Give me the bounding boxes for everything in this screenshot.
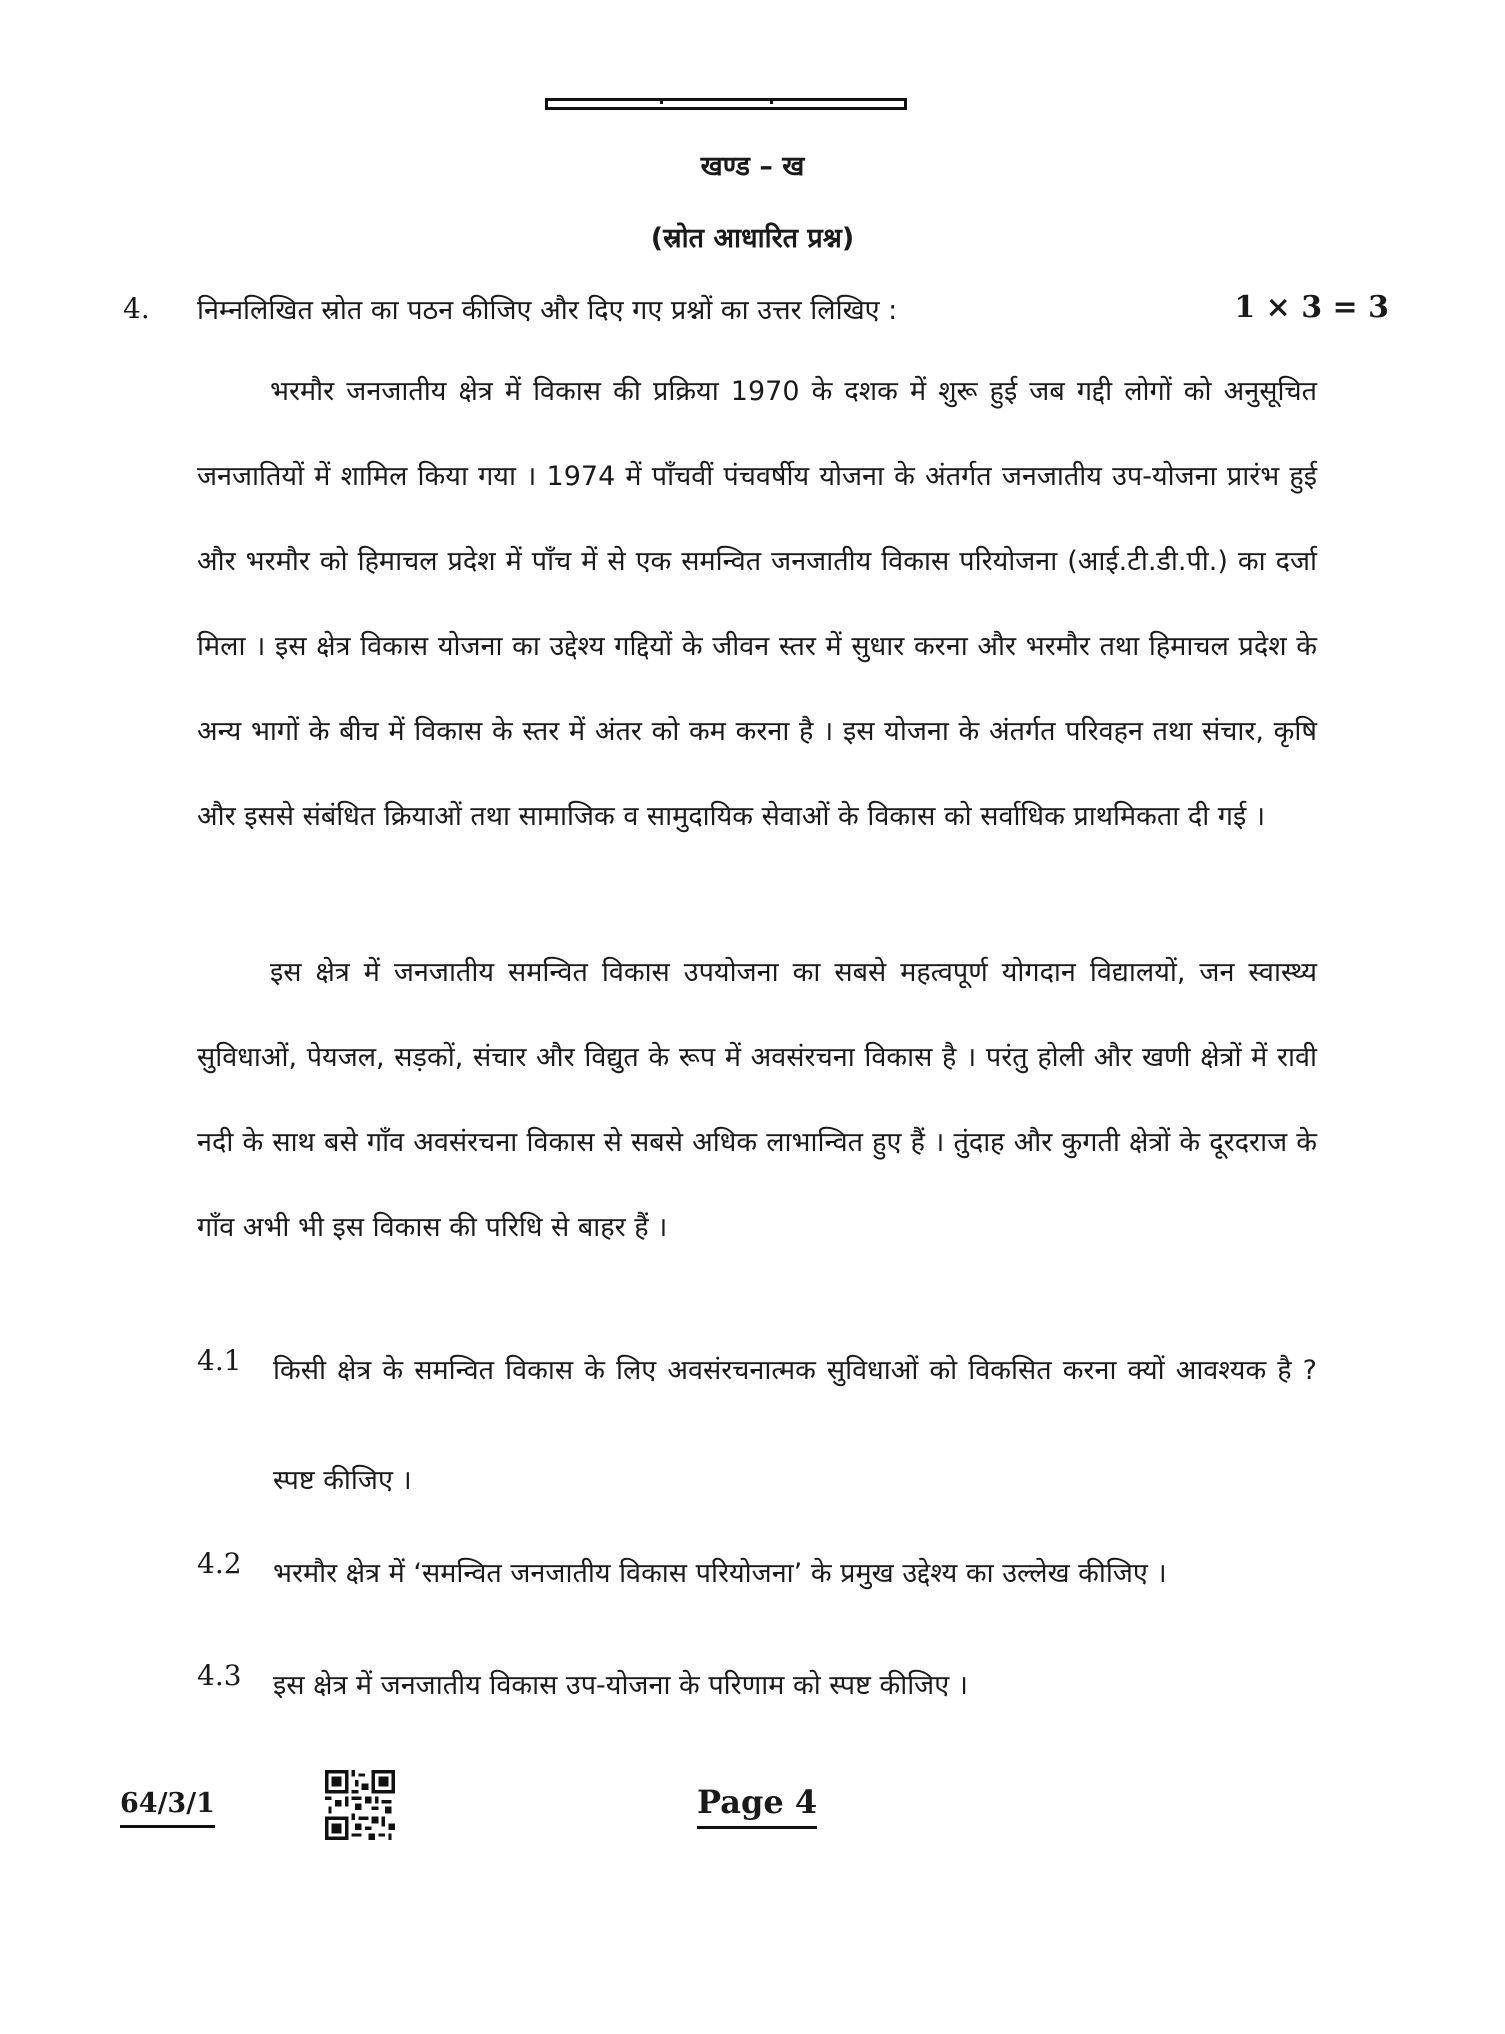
sub-question-text: इस क्षेत्र में जनजातीय विकास उप-योजना के परिणाम को स्पष्ट कीजिए ।	[273, 1670, 968, 1701]
page-number: Page 4	[697, 1783, 817, 1829]
top-separator-bar	[545, 98, 907, 110]
paper-code: 64/3/1	[120, 1788, 215, 1828]
section-title: खण्ड – ख	[700, 151, 805, 182]
sub-question-4-1	[197, 1316, 1317, 1536]
sub-question-4-3	[197, 1631, 1317, 1741]
sub-question-4-2	[197, 1519, 1317, 1629]
separator-tick	[770, 98, 773, 104]
question-marks: 1 × 3 = 3	[1234, 290, 1389, 325]
qr-code-icon	[325, 1770, 395, 1840]
sub-question-number: 4.1	[197, 1344, 242, 1377]
sub-question-text: भरमौर क्षेत्र में ‘समन्वित जनजातीय विकास परियोजना’ के प्रमुख उद्देश्य का उल्लेख कीजिए ।	[273, 1558, 1167, 1589]
passage-paragraph-2: इस क्षेत्र में जनजातीय समन्वित विकास उपयोजना का सबसे महत्वपूर्ण योगदान विद्यालयों, जन स्वास्थ्य सुविधाओं, पेयजल, सड़कों, संचार और विद्युत के रूप में अवसंरचना विकास है । परंतु होली और खणी क्षेत्रों में रावी नदी के साथ बसे गाँव अवसंरचना विकास से सबसे अधिक लाभान्वित हुए हैं । तुंदाह और कुगती क्षेत्रों के दूरदराज के गाँव अभी भी इस विकास की परिधि से बाहर हैं ।	[197, 957, 1317, 1243]
section-subtitle: (स्रोत आधारित प्रश्न)	[650, 223, 855, 254]
sub-question-text: किसी क्षेत्र के समन्वित विकास के लिए अवसंरचनात्मक सुविधाओं को विकसित करना क्यों आवश्यक है ? स्पष्ट कीजिए ।	[273, 1355, 1317, 1496]
question-instruction: निम्नलिखित स्रोत का पठन कीजिए और दिए गए प्रश्नों का उत्तर लिखिए :	[197, 295, 898, 326]
separator-tick	[660, 98, 663, 104]
sub-question-number: 4.3	[197, 1659, 242, 1692]
question-number: 4.	[123, 292, 150, 325]
sub-question-number: 4.2	[197, 1547, 242, 1580]
passage-paragraph-1: भरमौर जनजातीय क्षेत्र में विकास की प्रक्रिया 1970 के दशक में शुरू हुई जब गद्दी लोगों को अनुसूचित जनजातियों में शामिल किया गया । 1974 में पाँचवीं पंचवर्षीय योजना के अंतर्गत जनजातीय उप-योजना प्रारंभ हुई और भरमौर को हिमाचल प्रदेश में पाँच में से एक समन्वित जनजातीय विकास परियोजना (आई.टी.डी.पी.) का दर्जा मिला । इस क्षेत्र विकास योजना का उद्देश्य गद्दियों के जीवन स्तर में सुधार करना और भरमौर तथा हिमाचल प्रदेश के अन्य भागों के बीच में विकास के स्तर में अंतर को कम करना है । इस योजना के अंतर्गत परिवहन तथा संचार, कृषि और इससे संबंधित क्रियाओं तथा सामाजिक व सामुदायिक सेवाओं के विकास को सर्वाधिक प्राथमिकता दी गई ।	[197, 376, 1317, 832]
